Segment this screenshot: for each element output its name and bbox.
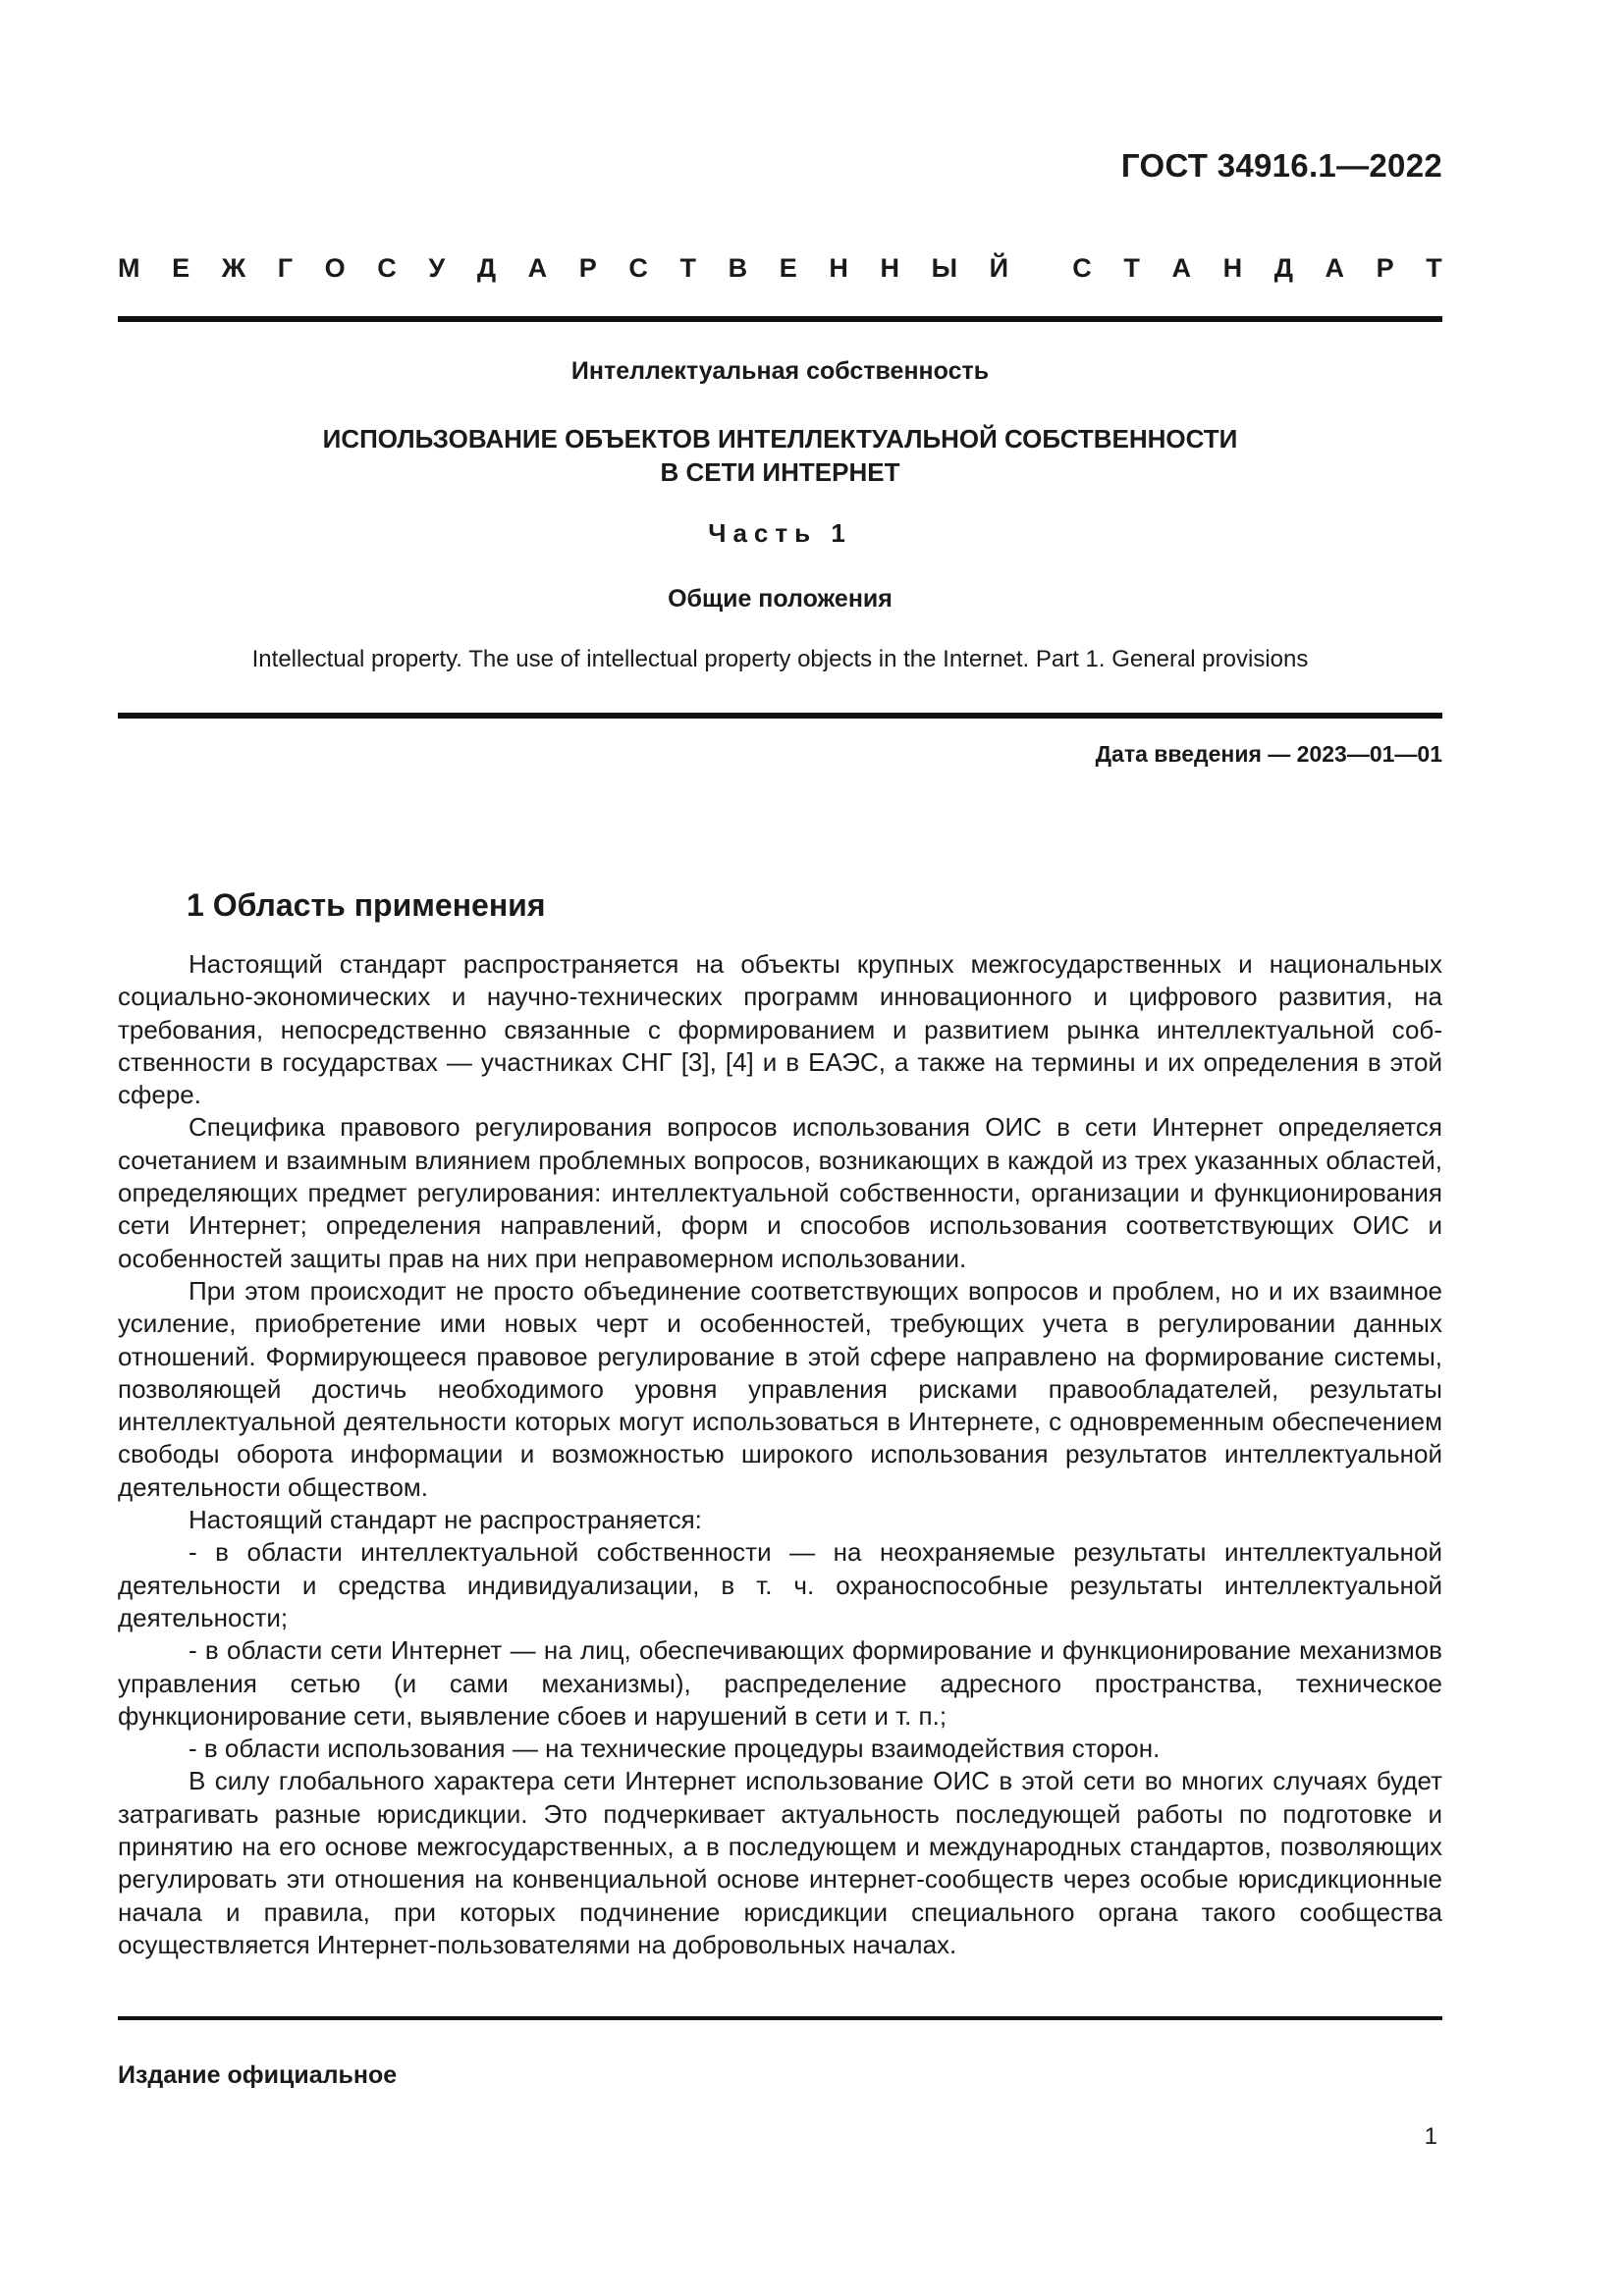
page-number: 1 (1424, 2123, 1437, 2150)
standard-type-letter: Е (779, 253, 797, 283)
standard-type-letter: Г (277, 253, 294, 283)
standard-type-letter: Т (1123, 253, 1140, 283)
standard-type-letter: А (1171, 253, 1191, 283)
footer-divider (118, 2016, 1442, 2020)
paragraph: Настоящий стандарт не распространяется: (189, 1505, 702, 1535)
title-divider (118, 713, 1442, 719)
document-subtitle: Общие положения (668, 585, 893, 613)
standard-type-letter: В (728, 253, 748, 283)
english-title: Intellectual property. The use of intellectual property objects in the Internet. Part 1. General provisions (251, 646, 1309, 672)
list-item: - в области использования — на технические процедуры взаимодействия сторон. (189, 1734, 1161, 1764)
standard-type-letter: О (324, 253, 346, 283)
standard-type-letter: Д (476, 253, 497, 283)
standard-type-letter: Н (829, 253, 848, 283)
official-edition-label: Издание официальное (118, 2061, 398, 2089)
section-body (118, 948, 1442, 1961)
section-heading: 1 Область применения (187, 887, 546, 923)
standard-type-letter: Й (989, 253, 1009, 283)
paragraph: Настоящий стандарт распространяется на объекты крупных межгосударственных и национальных социально-экономических и научно-технических программ инновационного и цифрового развития, на требования, непосредственно связанные с формированием и развитием рынка интеллектуальной собственности в государствах — участниках СНГ [3], [4] и в ЕАЭС, а также на термины и их определения в этой сфере. (118, 949, 1442, 1110)
standard-type-letter: Ы (931, 253, 958, 283)
document-title-line: ИСПОЛЬЗОВАНИЕ ОБЪЕКТОВ ИНТЕЛЛЕКТУАЛЬНОЙ СОБСТВЕННОСТИ (322, 424, 1238, 454)
list-item: - в области сети Интернет — на лиц, обеспечивающих формирование и функционирование механизмов управления сетью (и сами механизмы), распределение адресного пространства, техническое функционирование сети, выявление сбоев и нарушений в сети и т. п.; (118, 1635, 1442, 1731)
standard-type-letter: Р (578, 253, 597, 283)
document-part: Часть 1 (708, 518, 852, 548)
standard-type-letter: Т (1426, 253, 1442, 283)
list-item: - в области интеллектуальной собственности — на неохраняемые результаты интеллектуальной деятельности и средства индивидуализации, в т. ч. охраноспособные результаты интеллектуальной деятельности; (118, 1537, 1442, 1632)
standard-type-letter: Н (880, 253, 899, 283)
standard-type-letter: Т (679, 253, 697, 283)
document-title (118, 422, 1442, 489)
header-divider (118, 316, 1442, 322)
document-title-line: В СЕТИ ИНТЕРНЕТ (660, 457, 900, 487)
standard-type-letter: Д (1273, 253, 1293, 283)
standard-type-letter: Р (1376, 253, 1394, 283)
standard-type-letter: Ж (221, 253, 246, 283)
document-subject: Интеллектуальная собственность (570, 357, 990, 385)
paragraph: Специфика правового регулирования вопросов использования ОИС в сети Интернет определяется сочетанием и взаимным влиянием проблемных вопросов, возникающих в каждой из трех указанных областей, определяющих предмет регулирования: интеллектуальной собственности, организации и функционирования сети Интернет; определения направлений, форм и способов использования соответствующих ОИС и особенностей защиты прав на них при неправомерном использовании. (118, 1112, 1442, 1273)
paragraph: В силу глобального характера сети Интернет использование ОИС в этой сети во многих случаях будет затрагивать разные юрисдикции. Это подчеркивает актуальность последующей работы по подготовке и принятию на его основе межгосударственных, а в последующем и международных стандартов, позволяющих регулировать эти отношения на конвенциальной основе интернет-сообществ через особые юрисдикционные начала и правила, при которых подчинение юрисдикции специального органа такого сообщества осуществляется Интернет-пользователями на добровольных началах. (118, 1766, 1442, 1959)
standard-type-heading (118, 253, 1442, 284)
standard-type-letter: Н (1222, 253, 1243, 283)
standard-type-letter: Е (172, 253, 190, 283)
standard-type-letter: С (1072, 253, 1092, 283)
paragraph: При этом происходит не просто объединение соответствующих вопросов и проблем, но и их взаимное усиление, приобретение ими новых черт и особенностей, требующих учета в регулировании данных отношений. Формирующееся правовое регулирование в этой сфере направлено на формирование системы, позволяющей достичь необходимого уровня управления рисками правообладателей, результаты интеллектуальной деятельности которых могут использоваться в Интернете, с одновременным обеспечением свободы оборота информации и возможностью широкого использования результатов интеллектуальной деятельности обществом. (118, 1275, 1442, 1502)
introduction-date: Дата введения — 2023—01—01 (1095, 741, 1442, 767)
gost-number: ГОСТ 34916.1—2022 (1120, 147, 1442, 184)
standard-type-letter: М (118, 253, 140, 283)
standard-type-letter: А (1325, 253, 1345, 283)
standard-type-letter: С (377, 253, 397, 283)
standard-type-letter: У (428, 253, 446, 283)
standard-type-letter: С (628, 253, 648, 283)
standard-type-letter: А (527, 253, 548, 283)
